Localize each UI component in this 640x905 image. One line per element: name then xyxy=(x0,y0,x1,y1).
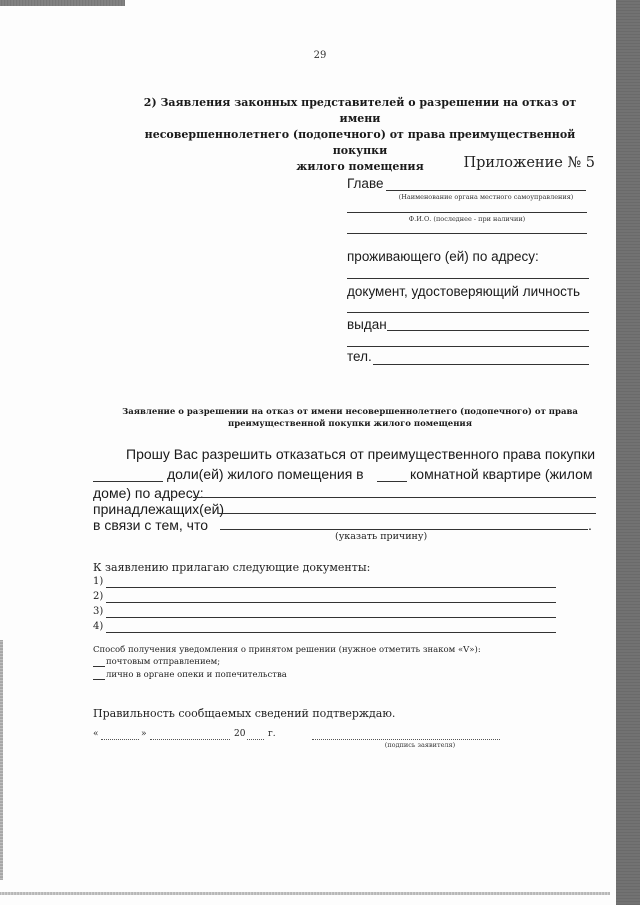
date-year-suffix: г. xyxy=(268,729,276,739)
body-name-caption: (Наименование органа местного самоуправления) xyxy=(398,193,574,201)
application-title-line2: преимущественной покупки жилого помещения xyxy=(227,419,472,429)
scan-shadow-left xyxy=(0,640,3,880)
date-close-quote: » xyxy=(141,729,147,739)
application-title xyxy=(100,406,600,430)
belonging-field[interactable] xyxy=(218,513,596,514)
para-reason-end: . xyxy=(588,517,592,533)
notify-inperson-checkbox[interactable] xyxy=(93,679,105,680)
phone-label: тел. xyxy=(347,349,372,364)
issued-field[interactable] xyxy=(387,330,589,331)
notify-mail-checkbox[interactable] xyxy=(93,666,105,667)
section-heading-line1: 2) Заявления законных представителей о разрешении на отказ от имени xyxy=(143,96,577,125)
fio-field[interactable] xyxy=(347,212,587,213)
para-room: комнатной квартире (жилом xyxy=(410,466,593,482)
document-row xyxy=(347,284,580,302)
section-heading-line2: несовершеннолетнего (подопечного) от права преимущественной покупки xyxy=(144,128,576,157)
document-item-1-number: 1) xyxy=(93,576,104,587)
date-day-field[interactable] xyxy=(101,739,139,740)
residing-row xyxy=(347,249,539,267)
page-number: 29 xyxy=(313,50,327,61)
document-item-3-number: 3) xyxy=(93,606,104,617)
fio-field-2[interactable] xyxy=(347,233,587,234)
issued-row xyxy=(347,317,387,335)
scan-shadow-bottom xyxy=(0,892,610,895)
documents-intro: К заявлению прилагаю следующие документы: xyxy=(93,561,371,574)
reason-field[interactable] xyxy=(220,529,588,530)
issued-field-2[interactable] xyxy=(347,346,589,347)
date-month-field[interactable] xyxy=(150,739,230,740)
issued-label: выдан xyxy=(347,317,387,332)
glave-label: Главе xyxy=(347,176,384,191)
para-reason: в связи с тем, что xyxy=(93,517,208,533)
confirmation-text: Правильность сообщаемых сведений подтверждаю. xyxy=(93,707,396,720)
document-item-1-field[interactable] xyxy=(106,587,556,588)
para-address: доме) по адресу: xyxy=(93,485,204,501)
phone-row xyxy=(347,349,372,367)
document-item-2-number: 2) xyxy=(93,591,104,602)
phone-field[interactable] xyxy=(373,364,589,365)
notification-intro: Способ получения уведомления о принятом решении (нужное отметить знаком «V»): xyxy=(93,645,481,655)
appendix-label: Приложение № 5 xyxy=(463,155,595,171)
para-shares: доли(ей) жилого помещения в xyxy=(167,466,364,482)
document-item-4-field[interactable] xyxy=(106,632,556,633)
property-address-field[interactable] xyxy=(193,497,596,498)
date-open-quote: « xyxy=(93,729,99,739)
rooms-field[interactable] xyxy=(377,481,407,482)
notify-mail-label: почтовым отправлением; xyxy=(106,657,221,667)
section-heading-line3: жилого помещения xyxy=(296,160,424,173)
signature-caption: (подпись заявителя) xyxy=(384,741,456,749)
document-label: документ, удостоверяющий личность xyxy=(347,284,581,299)
para-request: Прошу Вас разрешить отказаться от преимущественного права покупки xyxy=(126,446,596,462)
notify-inperson-label: лично в органе опеки и попечительства xyxy=(106,670,287,680)
residing-label: проживающего (ей) по адресу: xyxy=(347,249,539,264)
fio-caption: Ф.И.О. (последнее - при наличии) xyxy=(408,215,526,223)
addressee-glave-row xyxy=(347,176,383,194)
document-field[interactable] xyxy=(347,312,589,313)
document-item-2-field[interactable] xyxy=(106,602,556,603)
address-field[interactable] xyxy=(347,278,589,279)
date-year-prefix: 20 xyxy=(234,729,246,739)
reason-caption: (указать причину) xyxy=(335,531,428,542)
scan-shadow-right xyxy=(616,0,640,905)
signature-field[interactable] xyxy=(312,739,500,740)
para-belonging: принадлежащих(ей) xyxy=(93,501,225,517)
glave-field[interactable] xyxy=(386,190,586,191)
document-item-4-number: 4) xyxy=(93,621,104,632)
shares-field[interactable] xyxy=(93,481,163,482)
scan-shadow-top xyxy=(0,0,125,6)
date-year-field[interactable] xyxy=(247,739,264,740)
document-item-3-field[interactable] xyxy=(106,617,556,618)
application-title-line1: Заявление о разрешении на отказ от имени несовершеннолетнего (подопечного) от права xyxy=(122,407,578,417)
